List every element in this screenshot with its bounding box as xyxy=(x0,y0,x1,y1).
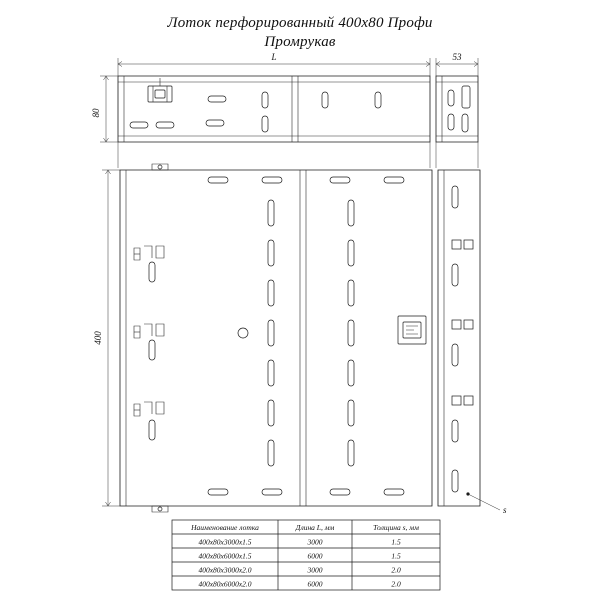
dimension-height-label: 80 xyxy=(91,108,101,118)
thickness-leader xyxy=(466,492,507,515)
dimension-length-label: L xyxy=(271,52,277,62)
table-row: 1.5 xyxy=(391,537,401,547)
table-header-2: Толщина s, мм xyxy=(373,523,419,532)
table-row: 6000 xyxy=(307,579,323,589)
table-row: 400х80х3000х1.5 xyxy=(198,537,252,547)
bracket-group-3 xyxy=(134,402,164,416)
table-header-0: Наименование лотка xyxy=(191,523,259,532)
spec-table xyxy=(172,520,440,590)
flange-main-view xyxy=(438,170,480,506)
top-view-side-elevation xyxy=(91,52,478,142)
drawing-title xyxy=(0,14,600,52)
dimension-height-80 xyxy=(91,76,118,142)
title-line-1: Лоток перфорированный 400x80 Профи xyxy=(167,15,433,31)
table-row: 400х80х6000х1.5 xyxy=(198,551,252,561)
dimension-width-400 xyxy=(93,170,120,506)
table-row: 2.0 xyxy=(391,579,401,589)
top-tab xyxy=(152,164,168,170)
dimension-length-L xyxy=(118,52,430,76)
dimension-width-label: 400 xyxy=(93,331,103,345)
thickness-leader-label: s xyxy=(503,505,507,515)
dimension-flange-53 xyxy=(436,52,478,76)
bracket-group-1 xyxy=(134,246,164,260)
table-row: 3000 xyxy=(307,537,323,547)
flange-top-view xyxy=(436,76,478,142)
bracket-group-2 xyxy=(134,324,164,338)
table-row: 6000 xyxy=(307,551,323,561)
table-header-1: Длина L, мм xyxy=(295,523,335,532)
dimension-flange-label: 53 xyxy=(452,52,462,62)
table-row: 3000 xyxy=(307,565,323,575)
table-row: 2.0 xyxy=(391,565,401,575)
table-row: 400х80х3000х2.0 xyxy=(198,565,252,575)
label-plate xyxy=(398,316,426,344)
bottom-tab xyxy=(152,506,168,512)
table-row: 1.5 xyxy=(391,551,401,561)
table-row: 400х80х6000х2.0 xyxy=(198,579,252,589)
title-line-2: Промрукав xyxy=(264,34,336,50)
coupler-detail-top xyxy=(148,78,172,102)
main-view-plan xyxy=(93,142,507,515)
